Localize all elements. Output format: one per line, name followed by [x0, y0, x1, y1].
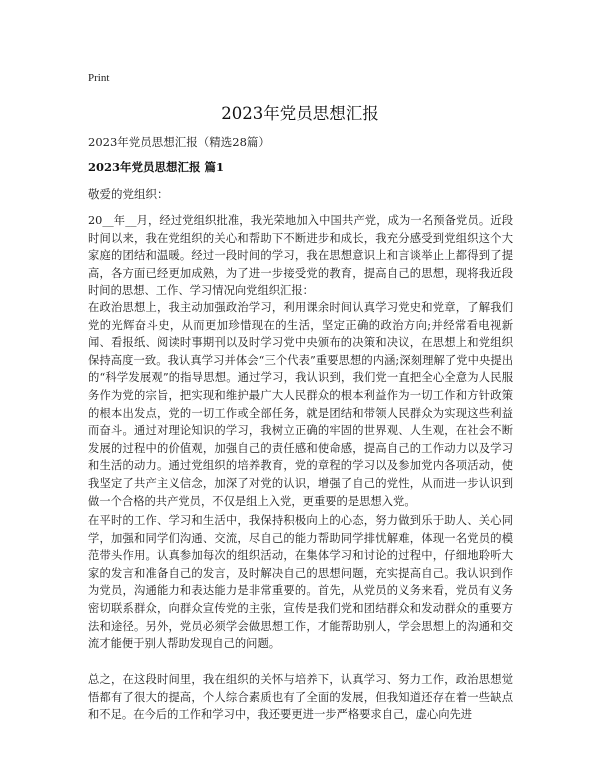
- document-subtitle: 2023年党员思想汇报（精选28篇）: [88, 135, 270, 149]
- body-paragraph-2: 在政治思想上，我主动加强政治学习，利用课余时间认真学习党史和党章，了解我们党的光辉奋斗史，从而更加珍惜现在的生活，坚定正确的政治方向;并经常看电视新闻、看报纸、阅读时事期刊以及时学习党中央颁布的决策和决议，在思想上和党组织保持高度一致。我认真学习并体会“三个代表”重要思想的内涵;深刻理解了党中央提出的“科学发展观”的指导思想。通过学习，我认识到，我们党一直把全心全意为人民服务作为党的宗旨，把实现和维护最广大人民群众的根本利益作为一切工作和方针政策的根本出发点，党的一切工作或全部任务，就是团结和带领人民群众为实现这些利益而奋斗。通过对理论知识的学习，我树立正确的牢固的世界观、人生观，在社会不断发展的过程中的价值观，加强自己的责任感和使命感，提高自己的工作动力以及学习和生活的动力。通过党组织的培养教育，党的章程的学习以及参加党内各项活动，使我坚定了共产主义信念，加深了对党的认识，增强了自己的党性，从而进一步认识到做一个合格的共产党员，不仅是组上入党，更重要的是思想入党。: [88, 301, 513, 508]
- body-paragraph-1: 20__年__月，经过党组织批准，我光荣地加入中国共产党，成为一名预备党员。近段时间以来，我在党组织的关心和帮助下不断进步和成长，我充分感受到党组织这个大家庭的团结和温暖。经过一段时间的学习，我在思想意识上和言谈举止上都得到了提高，各方面已经更加成熟，为了进一步接受党的教育，提高自己的思想，现将我近段时间的思想、工作、学习情况向党组织汇报：: [88, 214, 513, 298]
- body-paragraph-4: 总之，在这段时间里，我在组织的关怀与培养下，认真学习、努力工作，政治思想觉悟都有了很大的提高，个人综合素质也有了全面的发展，但我知道还存在着一些缺点和不足。在今后的工作和学习中，我还要更进一步严格要求自己，虚心向先进: [88, 673, 513, 722]
- body-paragraph-3: 在平时的工作、学习和生活中，我保持积极向上的心态，努力做到乐于助人、关心同学，加强和同学们沟通、交流，尽自己的能力帮助同学排忧解难，体现一名党员的模范带头作用。认真参加每次的组织活动，在集体学习和讨论的过程中，仔细地聆听大家的发言和准备自己的发言，及时解决自己的思想问题，充实提高自己。我认识到作为党员，沟通能力和表达能力是非常重要的。首先，从党员的义务来看，党员有义务密切联系群众，向群众宣传党的主张，宣传是我们党和团结群众和发动群众的重要方法和途径。另外，党员必须学会做思想工作，才能帮助别人，学会思想上的沟通和交流才能便于别人帮助发现自己的问题。: [88, 514, 513, 651]
- section-heading: 2023年党员思想汇报 篇1: [88, 160, 225, 174]
- print-label: Print: [88, 72, 110, 84]
- page-title: 2023年党员思想汇报: [221, 104, 379, 123]
- salutation: 敬爱的党组织：: [88, 187, 169, 201]
